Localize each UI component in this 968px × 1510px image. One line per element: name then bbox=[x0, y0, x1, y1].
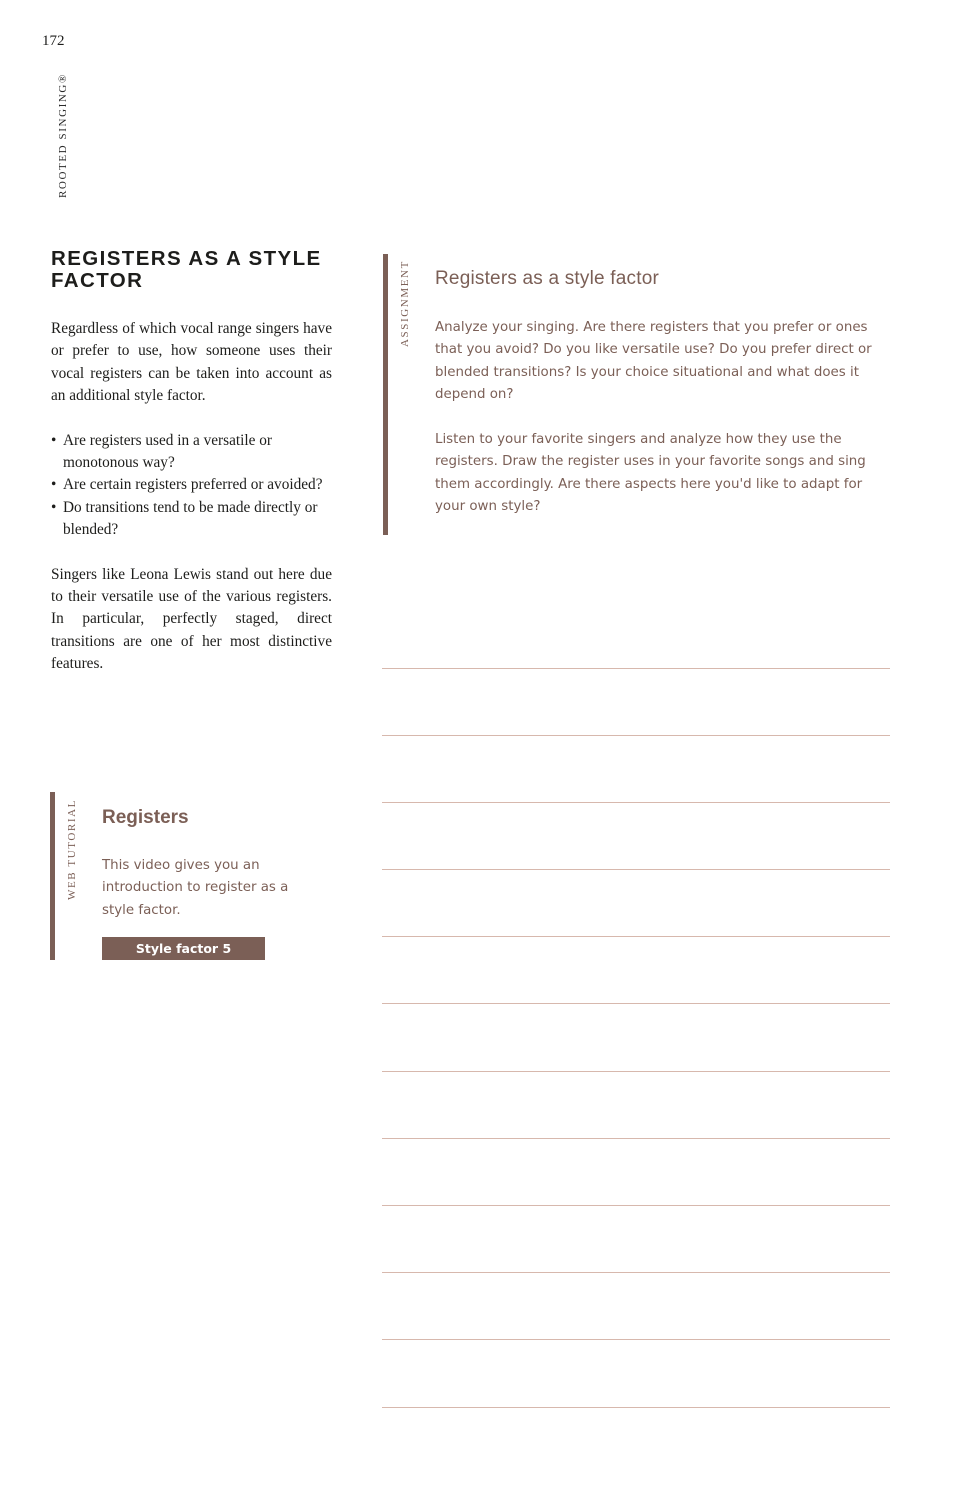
writing-line bbox=[382, 1071, 890, 1072]
web-tutorial-bar bbox=[50, 792, 55, 960]
running-head: ROOTED SINGING® bbox=[57, 73, 69, 198]
list-item: • Do transitions tend to be made directly or blended? bbox=[51, 497, 332, 542]
web-tutorial-label: WEB TUTORIAL bbox=[66, 799, 78, 900]
bullet-list bbox=[51, 430, 332, 542]
assignment-paragraph: Listen to your favorite singers and analyze how they use the registers. Draw the register uses in your favorite songs and sing them accordingly. Are there aspects here you'd like to adapt for your own style? bbox=[435, 432, 866, 515]
writing-line bbox=[382, 936, 890, 937]
writing-line bbox=[382, 1205, 890, 1206]
intro-paragraph: Regardless of which vocal range singers have or prefer to use, how someone uses their vocal registers can be taken into account as an additional style factor. bbox=[51, 320, 332, 405]
writing-line bbox=[382, 802, 890, 803]
assignment-paragraph: Analyze your singing. Are there registers that you prefer or ones that you avoid? Do you like versatile use? Do you prefer direct or blended transitions? Is your choice situational and what does it depend on? bbox=[435, 320, 872, 403]
section-title: REGISTERS AS A STYLE FACTOR bbox=[51, 247, 322, 292]
web-tutorial-text: This video gives you an introduction to register as a style factor. bbox=[102, 858, 289, 918]
assignment-label: ASSIGNMENT bbox=[399, 260, 411, 347]
main-column bbox=[51, 248, 332, 676]
writing-line bbox=[382, 1138, 890, 1139]
style-factor-button[interactable]: Style factor 5 bbox=[102, 937, 265, 960]
writing-line bbox=[382, 869, 890, 870]
list-item: • Are registers used in a versatile or monotonous way? bbox=[51, 430, 332, 475]
writing-line bbox=[382, 1272, 890, 1273]
writing-line bbox=[382, 1339, 890, 1340]
writing-line bbox=[382, 1003, 890, 1004]
assignment-bar bbox=[383, 254, 388, 535]
web-tutorial-title: Registers bbox=[102, 807, 189, 828]
writing-line bbox=[382, 668, 890, 669]
writing-line bbox=[382, 735, 890, 736]
assignment-title: Registers as a style factor bbox=[435, 268, 659, 289]
list-item: • Are certain registers preferred or avoided? bbox=[51, 474, 332, 496]
page-number: 172 bbox=[42, 33, 65, 49]
writing-line bbox=[382, 1407, 890, 1408]
closing-paragraph: Singers like Leona Lewis stand out here due to their versatile use of the various registers. In particular, perfectly staged, direct transitions are one of her most distinctive features. bbox=[51, 565, 332, 673]
